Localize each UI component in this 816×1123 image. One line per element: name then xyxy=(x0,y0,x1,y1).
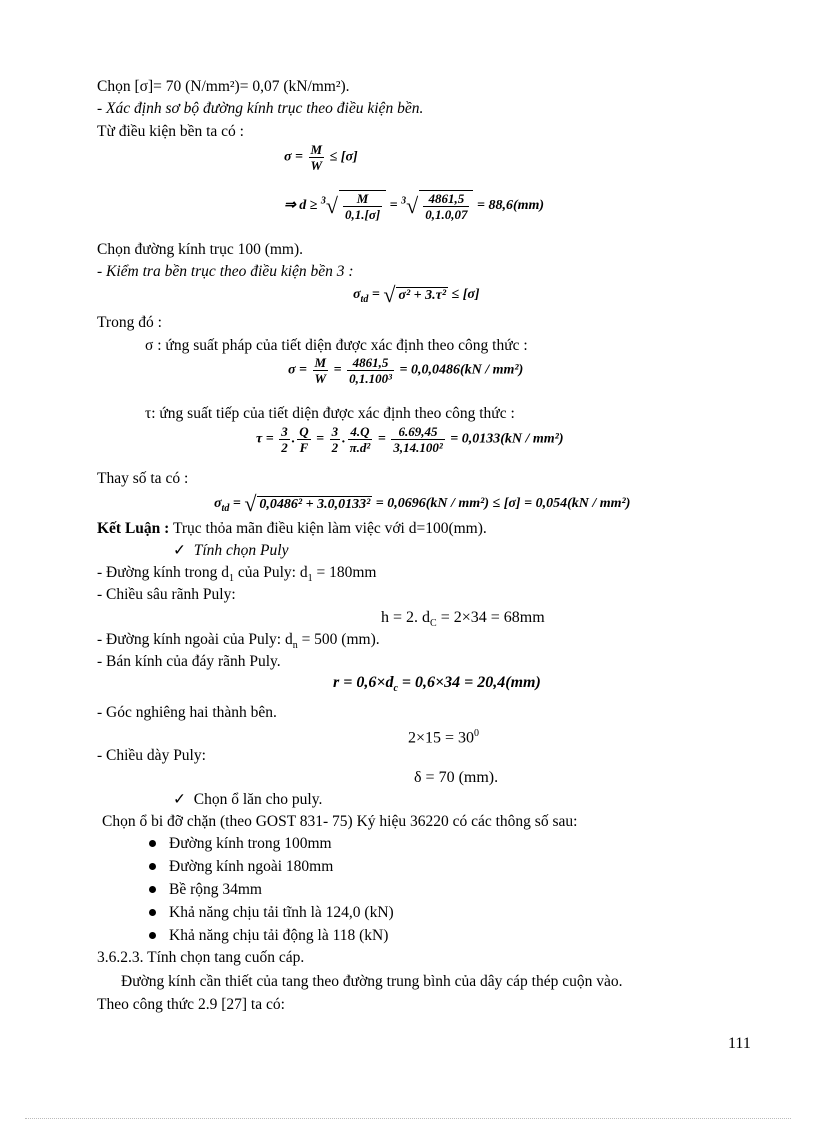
line-where: Trong đó : xyxy=(97,314,162,331)
line-side-angle: - Góc nghiêng hai thành bên. xyxy=(97,704,277,721)
bullet-icon xyxy=(149,863,156,870)
line-bearing-choice: Chọn ổ bi đỡ chặn (theo GOST 831- 75) Ký hiệu 36220 có các thông số sau: xyxy=(102,813,578,830)
line-groove-radius: - Bán kính của đáy rãnh Puly. xyxy=(97,653,281,670)
list-item: Đường kính trong 100mm xyxy=(169,835,332,852)
line-bearing-heading: ✓ Chọn ổ lăn cho puly. xyxy=(173,791,323,808)
line-side-angle-value: $2\times 15 = 30^0$ xyxy=(408,728,480,747)
list-item: Bề rộng 34mm xyxy=(169,881,262,898)
line-groove-depth-value: h = 2. $d_C = 2\times 34 = 68mm$ xyxy=(381,609,545,630)
bullet-icon xyxy=(149,886,156,893)
line-pulley-heading: ✓ Tính chọn Puly xyxy=(173,542,289,559)
section-heading: 3.6.2.3. Tính chọn tang cuốn cáp. xyxy=(97,949,305,966)
formula-groove-radius: $r = 0,6\times d_c = 0,6\times 34 = 20,4(mm)$ xyxy=(333,674,541,695)
line-check-strength: - Kiểm tra bền trục theo điều kiện bền 3 : xyxy=(97,263,354,280)
bullet-icon xyxy=(149,840,156,847)
line-formula-reference: Theo công thức 2.9 [27] ta có: xyxy=(97,996,285,1013)
formula-shear-stress: τ = $\frac{3}{2}$ . $\frac{Q}{F}$ = $\frac{3}{2}$ . $\frac{4.Q}{\text{π.d²}}$ = $\frac{6.69,45}{\text{3,14.100²}}$ = 0,0133(kN / mm²) xyxy=(256,424,564,455)
list-item: Khả năng chịu tải tĩnh là 124,0 (kN) xyxy=(169,904,394,921)
list-item: Đường kính ngoài 180mm xyxy=(169,858,334,875)
footer-divider xyxy=(25,1118,791,1119)
formula-equivalent-stress: $\sigma_{td}$ = √ σ² + 3.τ² ≤ [σ] xyxy=(353,282,480,307)
line-substitute: Thay số ta có : xyxy=(97,470,189,487)
line-drum-diameter: Đường kính cần thiết của tang theo đường trung bình của dây cáp thép cuộn vào. xyxy=(121,973,623,990)
page-number: 111 xyxy=(728,1035,751,1052)
formula-diameter: ⇒ d ≥ $^3$√ $\frac{M}{0,1.[\sigma]}$ = $^3$√ $\frac{4861,5}{0,1.0,07}$ = 88,6(mm) xyxy=(284,191,545,222)
formula-equivalent-stress-result: $\sigma_{td}$ = √ 0,0486² + 3.0,0133² = 0,0696(kN / mm²) ≤ [σ] = 0,054(kN / mm²) xyxy=(214,491,631,516)
line-pulley-thickness-value: δ = 70 (mm). xyxy=(414,769,499,786)
line-groove-depth: - Chiều sâu rãnh Puly: xyxy=(97,586,236,603)
bullet-icon xyxy=(149,932,156,939)
line-conclusion: Kết Luận : Trục thỏa mãn điều kiện làm việc với d=100(mm). xyxy=(97,520,487,537)
bullet-icon xyxy=(149,909,156,916)
list-item: Khả năng chịu tải động là 118 (kN) xyxy=(169,927,389,944)
formula-stress-condition: σ = $\frac{M}{W}$ ≤ [σ] xyxy=(284,142,358,173)
line-pulley-outer-diameter: - Đường kính ngoài của Puly: $d_n = 500$ (mm). xyxy=(97,631,380,652)
line-strength-condition: Từ điều kiện bền ta có : xyxy=(97,123,244,140)
line-preliminary-diameter: - Xác định sơ bộ đường kính trục theo điều kiện bền. xyxy=(97,100,424,117)
line-shear-stress-desc: τ: ứng suất tiếp của tiết diện được xác định theo công thức : xyxy=(145,405,515,422)
line-pulley-inner-diameter: - Đường kính trong $d_1$ của Puly: $d_1 = 180mm$ xyxy=(97,564,377,585)
line-chosen-diameter: Chọn đường kính trục 100 (mm). xyxy=(97,241,304,258)
check-icon: ✓ xyxy=(173,542,186,559)
check-icon: ✓ xyxy=(173,791,186,808)
line-normal-stress-desc: σ : ứng suất pháp của tiết diện được xác định theo công thức : xyxy=(145,337,528,354)
line-allowable-stress: Chọn [σ]= 70 (N/mm²)= 0,07 (kN/mm²). xyxy=(97,78,350,95)
formula-normal-stress: σ = $\frac{M}{W}$ = $\frac{4861,5}{\text{0,1.100³}}$ = 0,0,0486(kN / mm²) xyxy=(288,355,524,386)
line-pulley-thickness: - Chiều dày Puly: xyxy=(97,747,206,764)
